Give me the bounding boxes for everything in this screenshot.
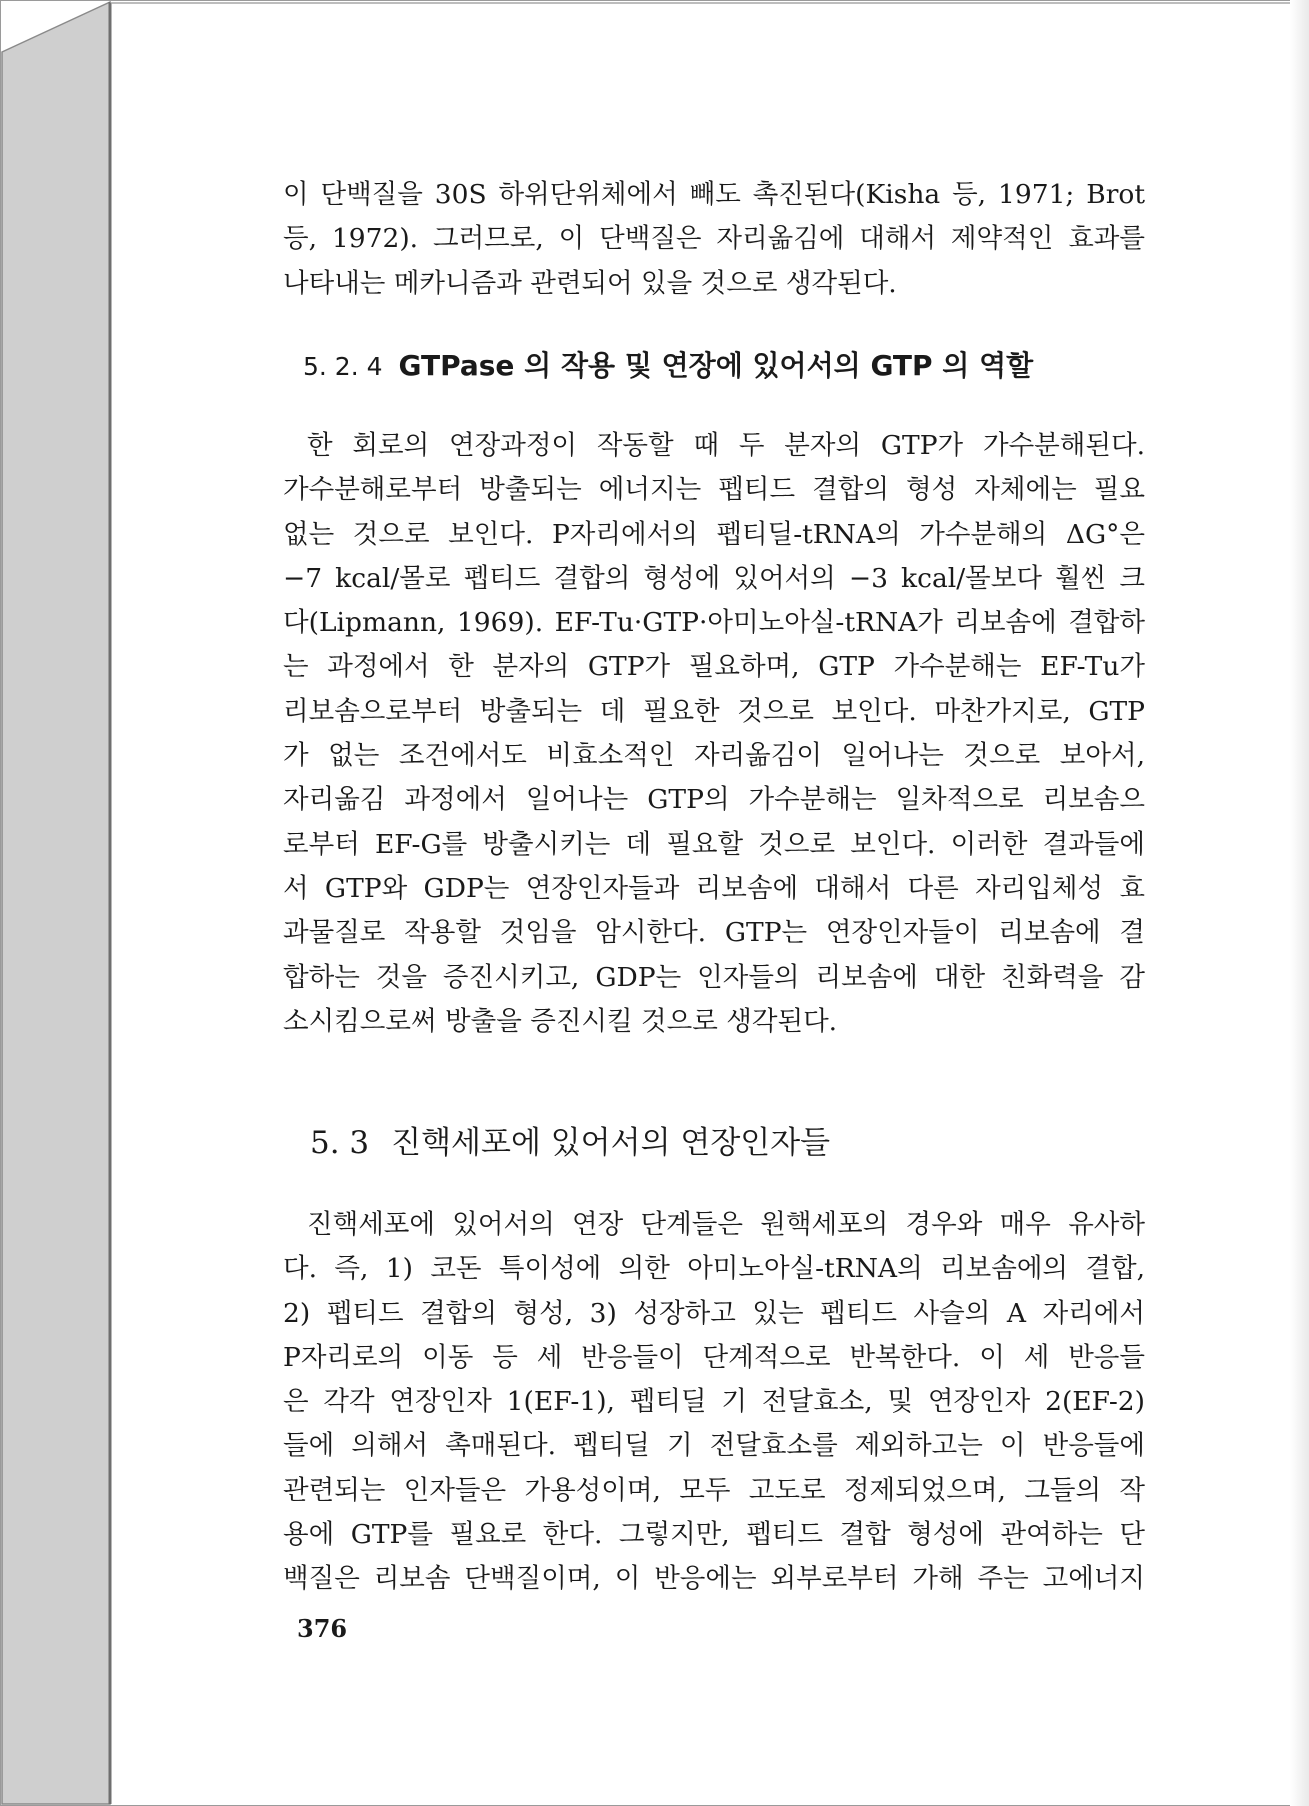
text-line: P자리로의 이동 등 세 반응들이 단계적으로 반복한다. 이 세 반응들	[283, 1341, 1145, 1373]
text-line: 2) 펩티드 결합의 형성, 3) 성장하고 있는 펩티드 사슬의 A 자리에서	[283, 1297, 1145, 1329]
text-line: 등, 1972). 그러므로, 이 단백질은 자리옮김에 대해서 제약적인 효과를	[283, 223, 1145, 255]
paragraph-intro	[283, 173, 1145, 306]
text-line: 자리옮김 과정에서 일어나는 GTP의 가수분해는 일차적으로 리보솜으	[283, 784, 1145, 816]
page-edge-shadow	[1290, 0, 1309, 1806]
text-line: −7 kcal/몰로 펩티드 결합의 형성에 있어서의 −3 kcal/몰보다 훨씬 크	[283, 562, 1145, 594]
section-number: 5. 2. 4	[303, 352, 383, 381]
section-title: 진핵세포에 있어서의 연장인자들	[391, 1125, 831, 1161]
text-line: 가 없는 조건에서도 비효소적인 자리옮김이 일어나는 것으로 보아서,	[283, 740, 1145, 772]
text-line: 다(Lipmann, 1969). EF-Tu·GTP·아미노아실-tRNA가 리보솜에 결합하	[283, 607, 1145, 639]
text-line: 용에 GTP를 필요로 한다. 그렇지만, 펩티드 결합 형성에 관여하는 단	[283, 1519, 1145, 1551]
text-line: 소시킴으로써 방출을 증진시킬 것으로 생각된다.	[283, 1005, 838, 1037]
paragraph-5-2-4	[283, 424, 1145, 1044]
text-line: 로부터 EF-G를 방출시키는 데 필요할 것으로 보인다. 이러한 결과들에	[283, 828, 1145, 860]
text-line: 한 회로의 연장과정이 작동할 때 두 분자의 GTP가 가수분해된다.	[307, 430, 1145, 461]
section-heading-5-2-4	[303, 344, 1033, 384]
section-number: 5. 3	[310, 1125, 370, 1161]
section-heading-5-3	[310, 1117, 830, 1162]
text-line: 들에 의해서 촉매된다. 펩티딜 기 전달효소를 제외하고는 이 반응들에	[283, 1430, 1145, 1462]
text-line: 관련되는 인자들은 가용성이며, 모두 고도로 정제되었으며, 그들의 작	[283, 1474, 1145, 1506]
text-line: 리보솜으로부터 방출되는 데 필요한 것으로 보인다. 마찬가지로, GTP	[283, 695, 1145, 727]
text-line: 진핵세포에 있어서의 연장 단계들은 원핵세포의 경우와 매우 유사하	[307, 1209, 1145, 1240]
text-line: 서 GTP와 GDP는 연장인자들과 리보솜에 대해서 다른 자리입체성 효	[283, 872, 1145, 904]
text-line: 합하는 것을 증진시키고, GDP는 인자들의 리보솜에 대한 친화력을 감	[283, 961, 1145, 993]
paragraph-5-3	[283, 1203, 1145, 1602]
text-line: 없는 것으로 보인다. P자리에서의 펩티딜-tRNA의 가수분해의 ΔG°은	[283, 518, 1145, 550]
text-line: 다. 즉, 1) 코돈 특이성에 의한 아미노아실-tRNA의 리보솜에의 결합,	[283, 1253, 1145, 1285]
text-line: 과물질로 작용할 것임을 암시한다. GTP는 연장인자들이 리보솜에 결	[283, 917, 1145, 949]
text-line: 은 각각 연장인자 1(EF-1), 펩티딜 기 전달효소, 및 연장인자 2(EF-2)	[283, 1386, 1145, 1418]
section-title: GTPase 의 작용 및 연장에 있어서의 GTP 의 역할	[398, 349, 1034, 382]
text-line: 는 과정에서 한 분자의 GTP가 필요하며, GTP 가수분해는 EF-Tu가	[283, 651, 1145, 683]
text-line: 가수분해로부터 방출되는 에너지는 펩티드 결합의 형성 자체에는 필요	[283, 474, 1145, 506]
text-line: 나타내는 메카니즘과 관련되어 있을 것으로 생각된다.	[283, 267, 897, 299]
text-line: 백질은 리보솜 단백질이며, 이 반응에는 외부로부터 가해 주는 고에너지	[283, 1563, 1145, 1595]
page-number: 376	[297, 1614, 348, 1643]
text-line: 이 단백질을 30S 하위단위체에서 빼도 촉진된다(Kisha 등, 1971; Brot	[283, 179, 1145, 210]
